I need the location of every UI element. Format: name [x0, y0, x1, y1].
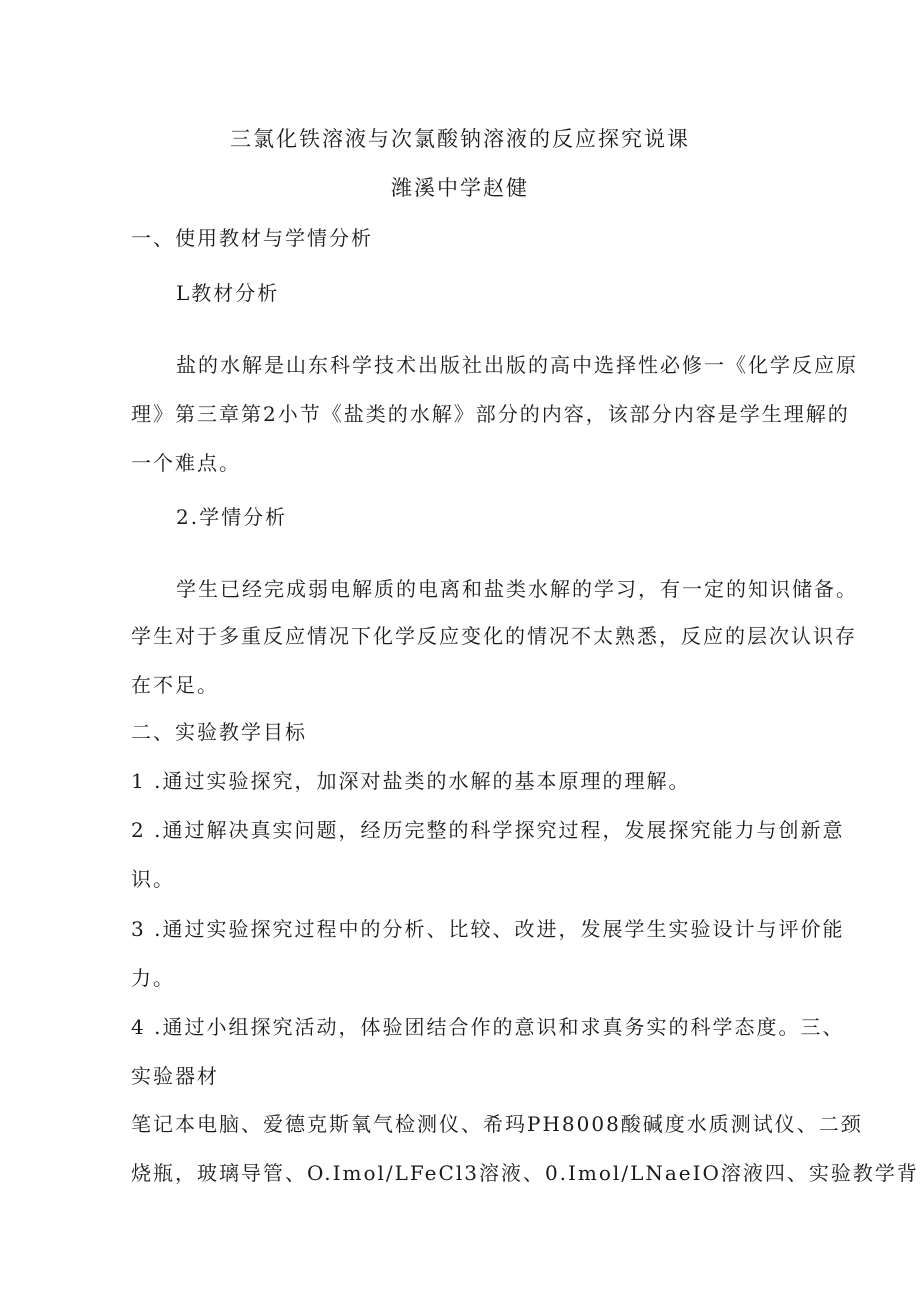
- section-heading-3: 实验器材: [131, 1064, 219, 1088]
- document-author: 潍溪中学赵健: [391, 176, 529, 200]
- goal-item: 2 .通过解决真实问题，经历完整的科学探究过程，发展探究能力与创新意: [131, 818, 845, 842]
- section-heading-1: 一、使用教材与学情分析: [131, 226, 373, 250]
- subsection-heading-2: 2.学情分析: [176, 505, 288, 529]
- subsection-heading-1: L教材分析: [176, 281, 280, 305]
- equipment-line: 烧瓶，玻璃导管、O.Imol/LFeCl3溶液、0.Imol/LNaeIO溶液四、实验教学背: [131, 1161, 919, 1185]
- paragraph-line: 一个难点。: [131, 451, 241, 475]
- paragraph-line: 学生已经完成弱电解质的电离和盐类水解的学习，有一定的知识储备。: [176, 577, 858, 601]
- document-title: 三氯化铁溶液与次氯酸钠溶液的反应探究说课: [230, 127, 690, 151]
- section-heading-2: 二、实验教学目标: [131, 720, 307, 744]
- goal-item: 3 .通过实验探究过程中的分析、比较、改进，发展学生实验设计与评价能: [131, 917, 845, 941]
- paragraph-line: 学生对于多重反应情况下化学反应变化的情况不太熟悉，反应的层次认识存: [131, 624, 857, 648]
- goal-item-continuation: 识。: [131, 867, 175, 891]
- goal-item-continuation: 力。: [131, 966, 175, 990]
- paragraph-line: 盐的水解是山东科学技术出版社出版的高中选择性必修一《化学反应原: [176, 353, 858, 377]
- goal-item: 4 .通过小组探究活动，体验团结合作的意识和求真务实的科学态度。三、: [131, 1015, 845, 1039]
- paragraph-line: 理》第三章第2小节《盐类的水解》部分的内容，该部分内容是学生理解的: [131, 402, 850, 426]
- equipment-line: 笔记本电脑、爱德克斯氧气检测仪、希玛PH8008酸碱度水质测试仪、二颈: [131, 1112, 863, 1136]
- paragraph-line: 在不足。: [131, 673, 219, 697]
- goal-item: 1 .通过实验探究，加深对盐类的水解的基本原理的理解。: [131, 769, 691, 793]
